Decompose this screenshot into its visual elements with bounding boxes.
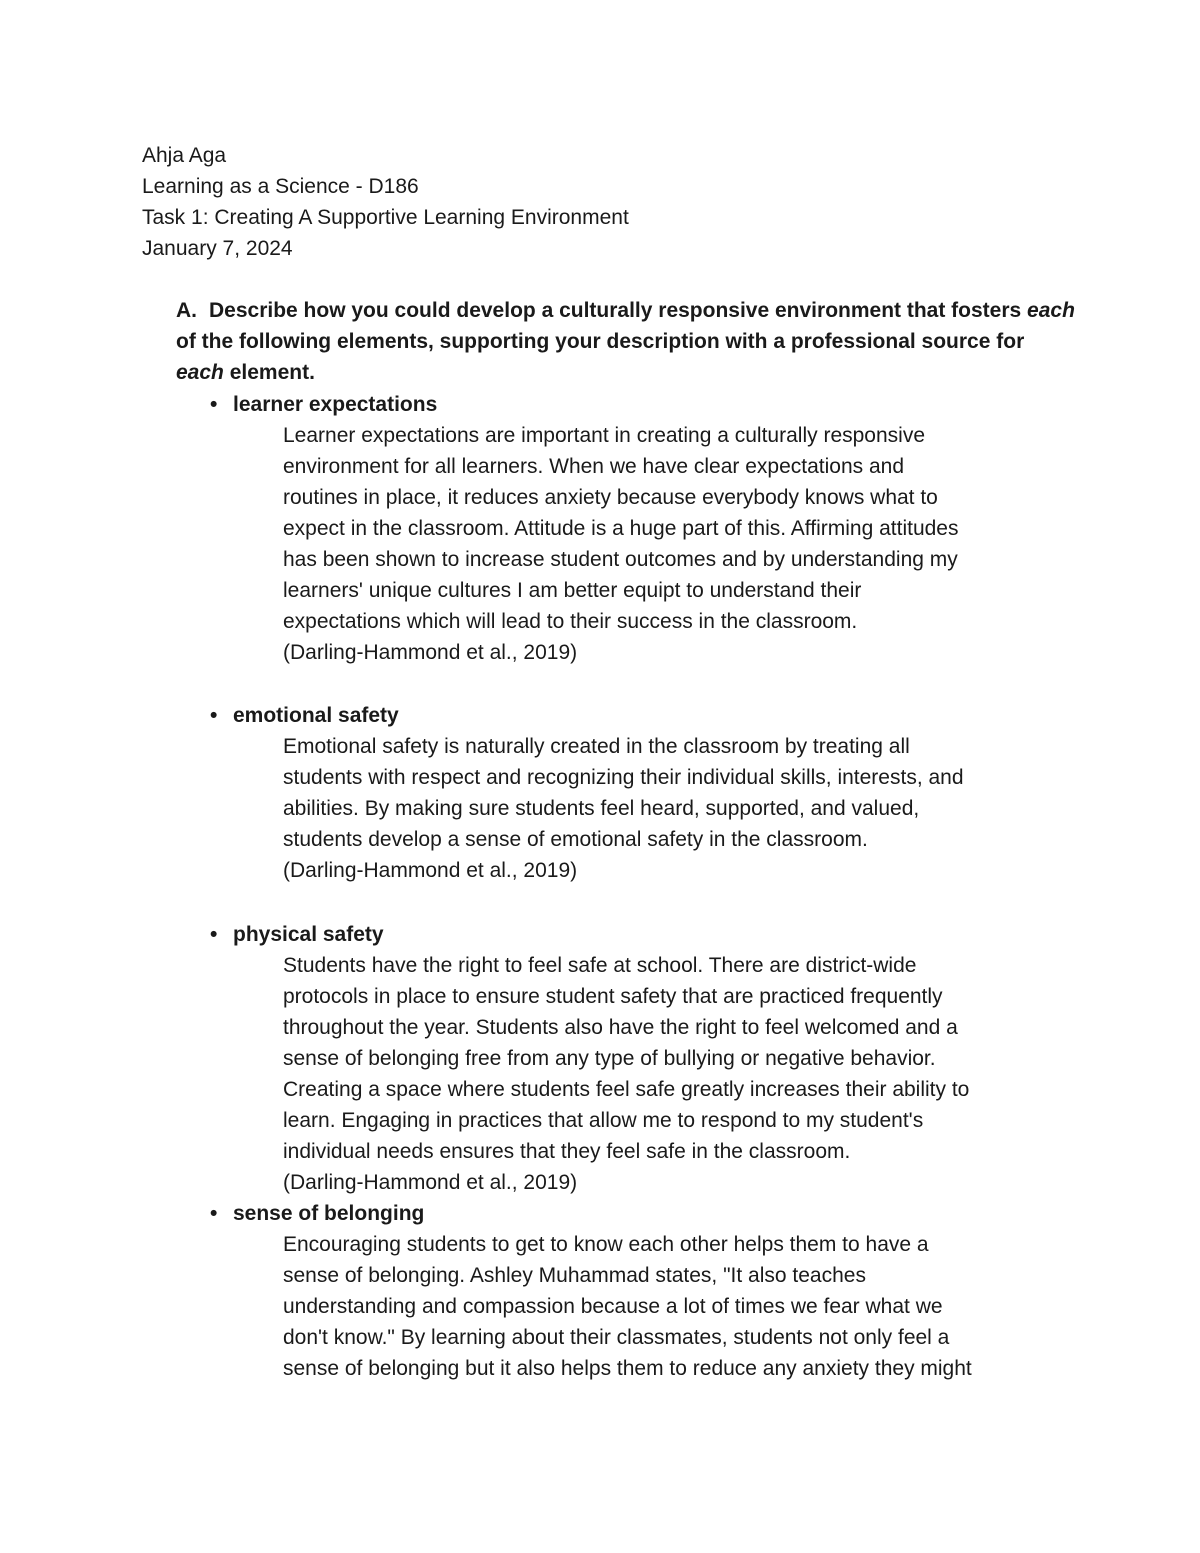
body-line: individual needs ensures that they feel safe in the classroom.	[283, 1140, 851, 1163]
body-line: learners' unique cultures I am better equipt to understand their	[283, 579, 862, 602]
bullet-icon: •	[210, 704, 218, 727]
body-line: understanding and compassion because a lot of times we fear what we	[283, 1295, 943, 1318]
element-title: sense of belonging	[233, 1202, 425, 1225]
element-title: emotional safety	[233, 704, 399, 727]
bullet-icon: •	[210, 393, 218, 416]
body-line: Encouraging students to get to know each other helps them to have a	[283, 1233, 929, 1256]
citation: (Darling-Hammond et al., 2019)	[283, 859, 578, 882]
question-emphasis-1: each	[1027, 299, 1075, 322]
element-heading	[210, 919, 1090, 950]
element-physical-safety	[210, 919, 1090, 1198]
body-line: Learner expectations are important in creating a culturally responsive	[283, 424, 926, 447]
question-emphasis-2: each	[176, 361, 224, 384]
body-line: expect in the classroom. Attitude is a huge part of this. Affirming attitudes	[283, 517, 959, 540]
document-date: January 7, 2024	[142, 237, 293, 260]
element-emotional-safety	[210, 700, 1090, 886]
element-title: physical safety	[233, 923, 384, 946]
question-text-part1: Describe how you could develop a culturally responsive environment that fosters	[209, 299, 1028, 322]
element-learner-expectations	[210, 389, 1090, 668]
bullet-icon: •	[210, 1202, 218, 1225]
element-heading	[210, 1198, 1090, 1229]
question-text-part2: of the following elements, supporting your description with a professional source for	[176, 330, 1025, 353]
body-line: routines in place, it reduces anxiety because everybody knows what to	[283, 486, 938, 509]
author-name: Ahja Aga	[142, 144, 227, 167]
question-prompt	[176, 295, 1076, 388]
element-body	[283, 420, 1073, 668]
element-body	[283, 950, 1073, 1198]
body-line: students with respect and recognizing their individual skills, interests, and	[283, 766, 964, 789]
element-heading	[210, 700, 1090, 731]
body-line: sense of belonging but it also helps them to reduce any anxiety they might	[283, 1357, 972, 1380]
body-line: abilities. By making sure students feel heard, supported, and valued,	[283, 797, 920, 820]
body-line: protocols in place to ensure student safety that are practiced frequently	[283, 985, 943, 1008]
body-line: sense of belonging. Ashley Muhammad states, "It also teaches	[283, 1264, 866, 1287]
element-heading	[210, 389, 1090, 420]
citation: (Darling-Hammond et al., 2019)	[283, 641, 578, 664]
body-line: don't know." By learning about their classmates, students not only feel a	[283, 1326, 950, 1349]
document-header	[142, 140, 629, 264]
citation: (Darling-Hammond et al., 2019)	[283, 1171, 578, 1194]
question-text-part3: element.	[223, 361, 315, 384]
body-line: expectations which will lead to their success in the classroom.	[283, 610, 858, 633]
bullet-icon: •	[210, 923, 218, 946]
body-line: students develop a sense of emotional safety in the classroom.	[283, 828, 868, 851]
body-line: throughout the year. Students also have the right to feel welcomed and a	[283, 1016, 958, 1039]
body-line: Emotional safety is naturally created in the classroom by treating all	[283, 735, 910, 758]
body-line: sense of belonging free from any type of bullying or negative behavior.	[283, 1047, 936, 1070]
element-sense-of-belonging	[210, 1198, 1090, 1384]
element-body	[283, 1229, 1073, 1384]
body-line: Creating a space where students feel safe greatly increases their ability to	[283, 1078, 970, 1101]
body-line: environment for all learners. When we have clear expectations and	[283, 455, 904, 478]
course-title: Learning as a Science - D186	[142, 175, 419, 198]
question-label: A.	[176, 299, 197, 322]
body-line: Students have the right to feel safe at school. There are district-wide	[283, 954, 917, 977]
body-line: learn. Engaging in practices that allow me to respond to my student's	[283, 1109, 924, 1132]
element-title: learner expectations	[233, 393, 438, 416]
task-title: Task 1: Creating A Supportive Learning Environment	[142, 206, 629, 229]
body-line: has been shown to increase student outcomes and by understanding my	[283, 548, 958, 571]
element-body	[283, 731, 1073, 886]
